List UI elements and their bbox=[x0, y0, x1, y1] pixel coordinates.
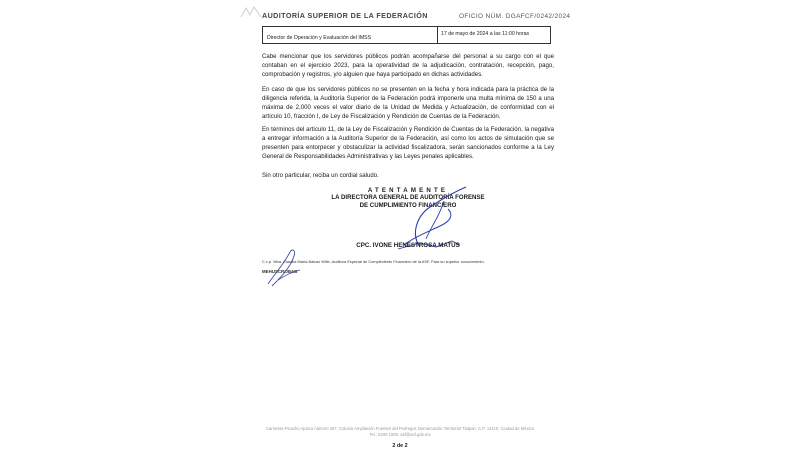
salutation: ATENTAMENTE bbox=[367, 187, 449, 194]
header-institution: AUDITORÍA SUPERIOR DE LA FEDERACIÓN bbox=[262, 11, 428, 20]
carbon-copy-note: C.c.p. Mtra. Claudia María Balcaz Wille, Auditora Especial de Cumplimiento Financiero de la ASF. Para su superior conocimiento. bbox=[262, 259, 485, 264]
position-text: Director de Operación y Evaluación del IMSS bbox=[267, 35, 372, 41]
paragraph-sanctions: En términos del artículo 11, de la Ley de Fiscalización y Rendición de Cuentas de la Federación, la negativa a entregar información a la Auditoría Superior de la Federación, así como los actos de simulación que se presenten para entorpecer y obstaculizar la actividad fiscalizadora, serán sancionados conforme a la Ley General de Responsabilidades Administrativas y las Leyes penales aplicables. bbox=[262, 126, 554, 161]
footer-address-block bbox=[240, 426, 560, 437]
initials-scribble bbox=[262, 246, 307, 288]
footer-address: Carretera Picacho Ajusco número 167, Colonia Ampliación Fuentes del Pedregal, Demarcación Territorial Tlalpan, C.P. 14110, Ciudad de México bbox=[265, 426, 535, 431]
footer-contact: Tel.: 5200 1500, asf@asf.gob.mx bbox=[369, 431, 431, 437]
paragraph-accompaniment: Cabe mencionar que los servidores públicos podrán acompañarse del personal a su cargo con el que contaban en el ejercicio 2023, para la operatividad de la adjudicación, contratación, recepción, pago, comprobación y registros, y/o alguien que haya participado en dichas actividades. bbox=[262, 53, 554, 79]
signer-title-line1: LA DIRECTORA GENERAL DE AUDITORÍA FORENSE bbox=[331, 194, 485, 202]
header-logo-mark bbox=[240, 5, 262, 19]
schedule-table bbox=[262, 26, 551, 44]
table-cell-datetime: 17 de mayo de 2024 a las 11:00 horas bbox=[441, 31, 530, 37]
reference-initials: MEHUSCR/JBAB bbox=[262, 269, 298, 274]
paragraph-fine: En caso de que los servidores públicos no se presenten en la fecha y hora indicada para la práctica de la diligencia referida, la Auditoría Superior de la Federación podrá imponerle una multa mínima de 150 a una máxima de 2,000 veces el valor diario de la Unidad de Medida y Actualización, de conformidad con el artículo 10, fracción I, de Ley de Fiscalización y Rendición de Cuentas de la Federación. bbox=[262, 86, 554, 121]
paragraph-closing-greeting: Sin otro particular, reciba un cordial saludo. bbox=[262, 172, 379, 179]
signer-name: CPC. IVONE HENESTROSA MATUS bbox=[356, 242, 460, 249]
signer-title-line2: DE CUMPLIMIENTO FINANCIERO bbox=[359, 201, 457, 209]
header-office-number: OFICIO NÚM. DGAFCF/0242/2024 bbox=[459, 13, 571, 20]
table-cell-position bbox=[263, 27, 438, 43]
page-number: 2 de 2 bbox=[392, 443, 408, 449]
